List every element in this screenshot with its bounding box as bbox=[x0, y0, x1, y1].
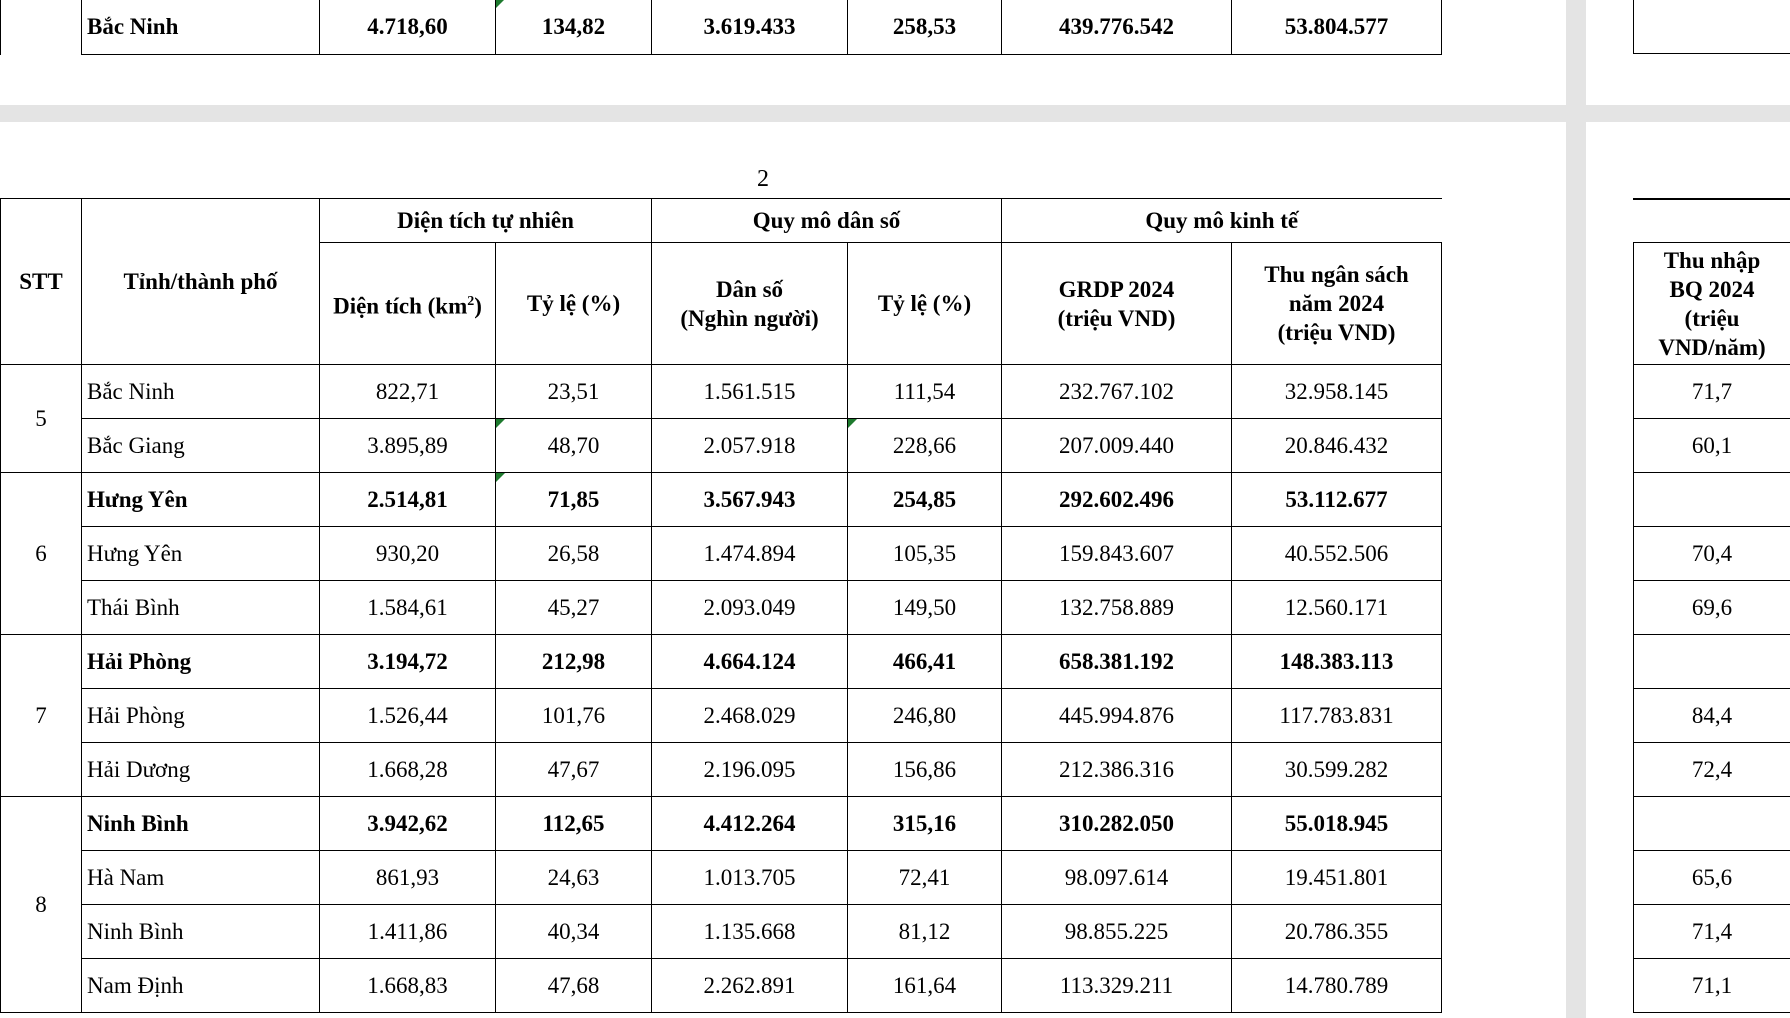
table-row bbox=[1634, 473, 1790, 527]
population-group-header: Quy mô dân số bbox=[652, 199, 1002, 243]
income-cell: 71,1 bbox=[1634, 959, 1790, 1013]
grdp-header: GRDP 2024 (triệu VND) bbox=[1002, 243, 1232, 365]
stt-cell bbox=[1, 0, 82, 55]
area-cell: 1.668,83 bbox=[320, 959, 496, 1013]
table-row bbox=[1, 473, 1442, 527]
grdp-cell: 292.602.496 bbox=[1002, 473, 1232, 527]
table-row bbox=[1634, 581, 1790, 635]
budget-cell: 55.018.945 bbox=[1232, 797, 1442, 851]
income-cell: 70,4 bbox=[1634, 527, 1790, 581]
header-top-border bbox=[1633, 198, 1790, 200]
area-ratio-cell: 48,70 bbox=[496, 419, 652, 473]
budget-cell: 32.958.145 bbox=[1232, 365, 1442, 419]
area-cell: 1.411,86 bbox=[320, 905, 496, 959]
budget-cell: 30.599.282 bbox=[1232, 743, 1442, 797]
income-cell bbox=[1633, 0, 1790, 54]
stt-cell: 6 bbox=[1, 473, 82, 635]
budget-cell: 53.804.577 bbox=[1232, 0, 1442, 55]
stt-header: STT bbox=[1, 199, 82, 365]
province-cell: Hưng Yên bbox=[82, 527, 320, 581]
budget-header: Thu ngân sách năm 2024 (triệu VND) bbox=[1232, 243, 1442, 365]
grdp-cell: 98.097.614 bbox=[1002, 851, 1232, 905]
province-cell: Ninh Bình bbox=[82, 797, 320, 851]
province-cell: Bắc Ninh bbox=[82, 365, 320, 419]
grdp-cell: 132.758.889 bbox=[1002, 581, 1232, 635]
table-row bbox=[1, 635, 1442, 689]
area-cell: 822,71 bbox=[320, 365, 496, 419]
area-cell: 3.895,89 bbox=[320, 419, 496, 473]
budget-cell: 53.112.677 bbox=[1232, 473, 1442, 527]
population-cell: 3.567.943 bbox=[652, 473, 848, 527]
area-cell: 930,20 bbox=[320, 527, 496, 581]
grdp-cell: 113.329.211 bbox=[1002, 959, 1232, 1013]
population-ratio-cell: 254,85 bbox=[848, 473, 1002, 527]
population-ratio-cell: 81,12 bbox=[848, 905, 1002, 959]
population-ratio-cell: 149,50 bbox=[848, 581, 1002, 635]
table-row bbox=[1634, 365, 1790, 419]
income-cell: 72,4 bbox=[1634, 743, 1790, 797]
grdp-cell: 207.009.440 bbox=[1002, 419, 1232, 473]
income-cell: 69,6 bbox=[1634, 581, 1790, 635]
area-ratio-cell: 40,34 bbox=[496, 905, 652, 959]
table-row bbox=[1634, 527, 1790, 581]
area-cell: 1.584,61 bbox=[320, 581, 496, 635]
province-cell: Hải Phòng bbox=[82, 689, 320, 743]
population-cell: 2.057.918 bbox=[652, 419, 848, 473]
area-cell: 1.668,28 bbox=[320, 743, 496, 797]
stt-cell: 8 bbox=[1, 797, 82, 1013]
table-row bbox=[1, 743, 1442, 797]
area-cell: 3.194,72 bbox=[320, 635, 496, 689]
area-ratio-cell: 112,65 bbox=[496, 797, 652, 851]
economy-group-header: Quy mô kinh tế bbox=[1002, 199, 1442, 243]
page-2-left bbox=[0, 122, 1566, 1018]
area-ratio-cell: 101,76 bbox=[496, 689, 652, 743]
area-header: Diện tích $(km^2)$ bbox=[320, 243, 496, 365]
budget-cell: 20.786.355 bbox=[1232, 905, 1442, 959]
population-cell: 3.619.433 bbox=[652, 0, 848, 55]
province-header: Tỉnh/thành phố bbox=[82, 199, 320, 365]
population-ratio-cell: 246,80 bbox=[848, 689, 1002, 743]
table-row bbox=[1634, 905, 1790, 959]
province-stats-table bbox=[0, 198, 1442, 1013]
page-number: 2 bbox=[757, 166, 769, 192]
area-ratio-cell: 71,85 bbox=[496, 473, 652, 527]
province-cell: Thái Bình bbox=[82, 581, 320, 635]
area-ratio-cell: 134,82 bbox=[496, 0, 652, 55]
income-cell: 65,6 bbox=[1634, 851, 1790, 905]
area-ratio-header: Tỷ lệ (%) bbox=[496, 243, 652, 365]
area-cell: 1.526,44 bbox=[320, 689, 496, 743]
stt-cell: 7 bbox=[1, 635, 82, 797]
area-ratio-cell: 47,67 bbox=[496, 743, 652, 797]
table-row bbox=[1634, 851, 1790, 905]
population-cell: 1.561.515 bbox=[652, 365, 848, 419]
table-row bbox=[1634, 419, 1790, 473]
grdp-cell: 310.282.050 bbox=[1002, 797, 1232, 851]
population-cell: 4.664.124 bbox=[652, 635, 848, 689]
area-ratio-cell: 23,51 bbox=[496, 365, 652, 419]
budget-cell: 19.451.801 bbox=[1232, 851, 1442, 905]
table-row bbox=[1, 905, 1442, 959]
area-cell: 861,93 bbox=[320, 851, 496, 905]
province-cell: Hải Phòng bbox=[82, 635, 320, 689]
page-2-right bbox=[1586, 122, 1790, 1018]
province-cell: Hưng Yên bbox=[82, 473, 320, 527]
area-ratio-cell: 24,63 bbox=[496, 851, 652, 905]
province-cell: Ninh Bình bbox=[82, 905, 320, 959]
income-cell bbox=[1634, 797, 1790, 851]
header-row-1 bbox=[1, 199, 1442, 243]
table-row bbox=[1, 797, 1442, 851]
population-cell: 1.474.894 bbox=[652, 527, 848, 581]
table-row bbox=[1, 0, 1442, 55]
grdp-cell: 159.843.607 bbox=[1002, 527, 1232, 581]
population-ratio-header: Tỷ lệ (%) bbox=[848, 243, 1002, 365]
grdp-cell: 98.855.225 bbox=[1002, 905, 1232, 959]
population-ratio-cell: 258,53 bbox=[848, 0, 1002, 55]
budget-cell: 12.560.171 bbox=[1232, 581, 1442, 635]
budget-cell: 20.846.432 bbox=[1232, 419, 1442, 473]
population-ratio-cell: 315,16 bbox=[848, 797, 1002, 851]
table-row bbox=[1, 689, 1442, 743]
province-cell: Hà Nam bbox=[82, 851, 320, 905]
budget-cell: 14.780.789 bbox=[1232, 959, 1442, 1013]
province-cell: Bắc Ninh bbox=[82, 0, 320, 55]
population-cell: 2.262.891 bbox=[652, 959, 848, 1013]
population-cell: 1.013.705 bbox=[652, 851, 848, 905]
table-row bbox=[1, 851, 1442, 905]
table-row bbox=[1, 527, 1442, 581]
population-cell: 2.468.029 bbox=[652, 689, 848, 743]
budget-cell: 148.383.113 bbox=[1232, 635, 1442, 689]
population-cell: 1.135.668 bbox=[652, 905, 848, 959]
population-header: Dân số (Nghìn người) bbox=[652, 243, 848, 365]
area-ratio-cell: 47,68 bbox=[496, 959, 652, 1013]
table-row bbox=[1, 959, 1442, 1013]
income-header: Thu nhập BQ 2024 (triệu VND/năm) bbox=[1634, 243, 1790, 365]
area-group-header: Diện tích tự nhiên bbox=[320, 199, 652, 243]
table-row bbox=[1, 581, 1442, 635]
stt-cell: 5 bbox=[1, 365, 82, 473]
budget-cell: 40.552.506 bbox=[1232, 527, 1442, 581]
budget-cell: 117.783.831 bbox=[1232, 689, 1442, 743]
income-cell: 71,7 bbox=[1634, 365, 1790, 419]
table-row bbox=[1634, 635, 1790, 689]
table-row bbox=[1634, 959, 1790, 1013]
area-ratio-cell: 26,58 bbox=[496, 527, 652, 581]
top-summary-table bbox=[0, 0, 1442, 55]
income-column-table bbox=[1633, 242, 1790, 1013]
population-ratio-cell: 156,86 bbox=[848, 743, 1002, 797]
grdp-cell: 232.767.102 bbox=[1002, 365, 1232, 419]
table-row bbox=[1, 419, 1442, 473]
population-ratio-cell: 466,41 bbox=[848, 635, 1002, 689]
table-row bbox=[1634, 689, 1790, 743]
grdp-cell: 445.994.876 bbox=[1002, 689, 1232, 743]
table-row bbox=[1634, 797, 1790, 851]
income-header-row bbox=[1634, 243, 1790, 365]
population-ratio-cell: 105,35 bbox=[848, 527, 1002, 581]
population-ratio-cell: 161,64 bbox=[848, 959, 1002, 1013]
population-cell: 2.093.049 bbox=[652, 581, 848, 635]
area-cell: 2.514,81 bbox=[320, 473, 496, 527]
previous-page-right bbox=[1586, 0, 1790, 105]
population-ratio-cell: 228,66 bbox=[848, 419, 1002, 473]
area-cell: 3.942,62 bbox=[320, 797, 496, 851]
income-cell: 84,4 bbox=[1634, 689, 1790, 743]
province-cell: Nam Định bbox=[82, 959, 320, 1013]
grdp-cell: 439.776.542 bbox=[1002, 0, 1232, 55]
previous-page-left bbox=[0, 0, 1566, 105]
area-ratio-cell: 212,98 bbox=[496, 635, 652, 689]
table-row bbox=[1, 365, 1442, 419]
grdp-cell: 658.381.192 bbox=[1002, 635, 1232, 689]
population-ratio-cell: 111,54 bbox=[848, 365, 1002, 419]
table-row bbox=[1634, 743, 1790, 797]
province-cell: Bắc Giang bbox=[82, 419, 320, 473]
population-cell: 4.412.264 bbox=[652, 797, 848, 851]
income-cell: 71,4 bbox=[1634, 905, 1790, 959]
income-cell bbox=[1634, 473, 1790, 527]
province-cell: Hải Dương bbox=[82, 743, 320, 797]
income-cell bbox=[1634, 635, 1790, 689]
population-cell: 2.196.095 bbox=[652, 743, 848, 797]
grdp-cell: 212.386.316 bbox=[1002, 743, 1232, 797]
income-cell: 60,1 bbox=[1634, 419, 1790, 473]
area-cell: 4.718,60 bbox=[320, 0, 496, 55]
population-ratio-cell: 72,41 bbox=[848, 851, 1002, 905]
area-ratio-cell: 45,27 bbox=[496, 581, 652, 635]
